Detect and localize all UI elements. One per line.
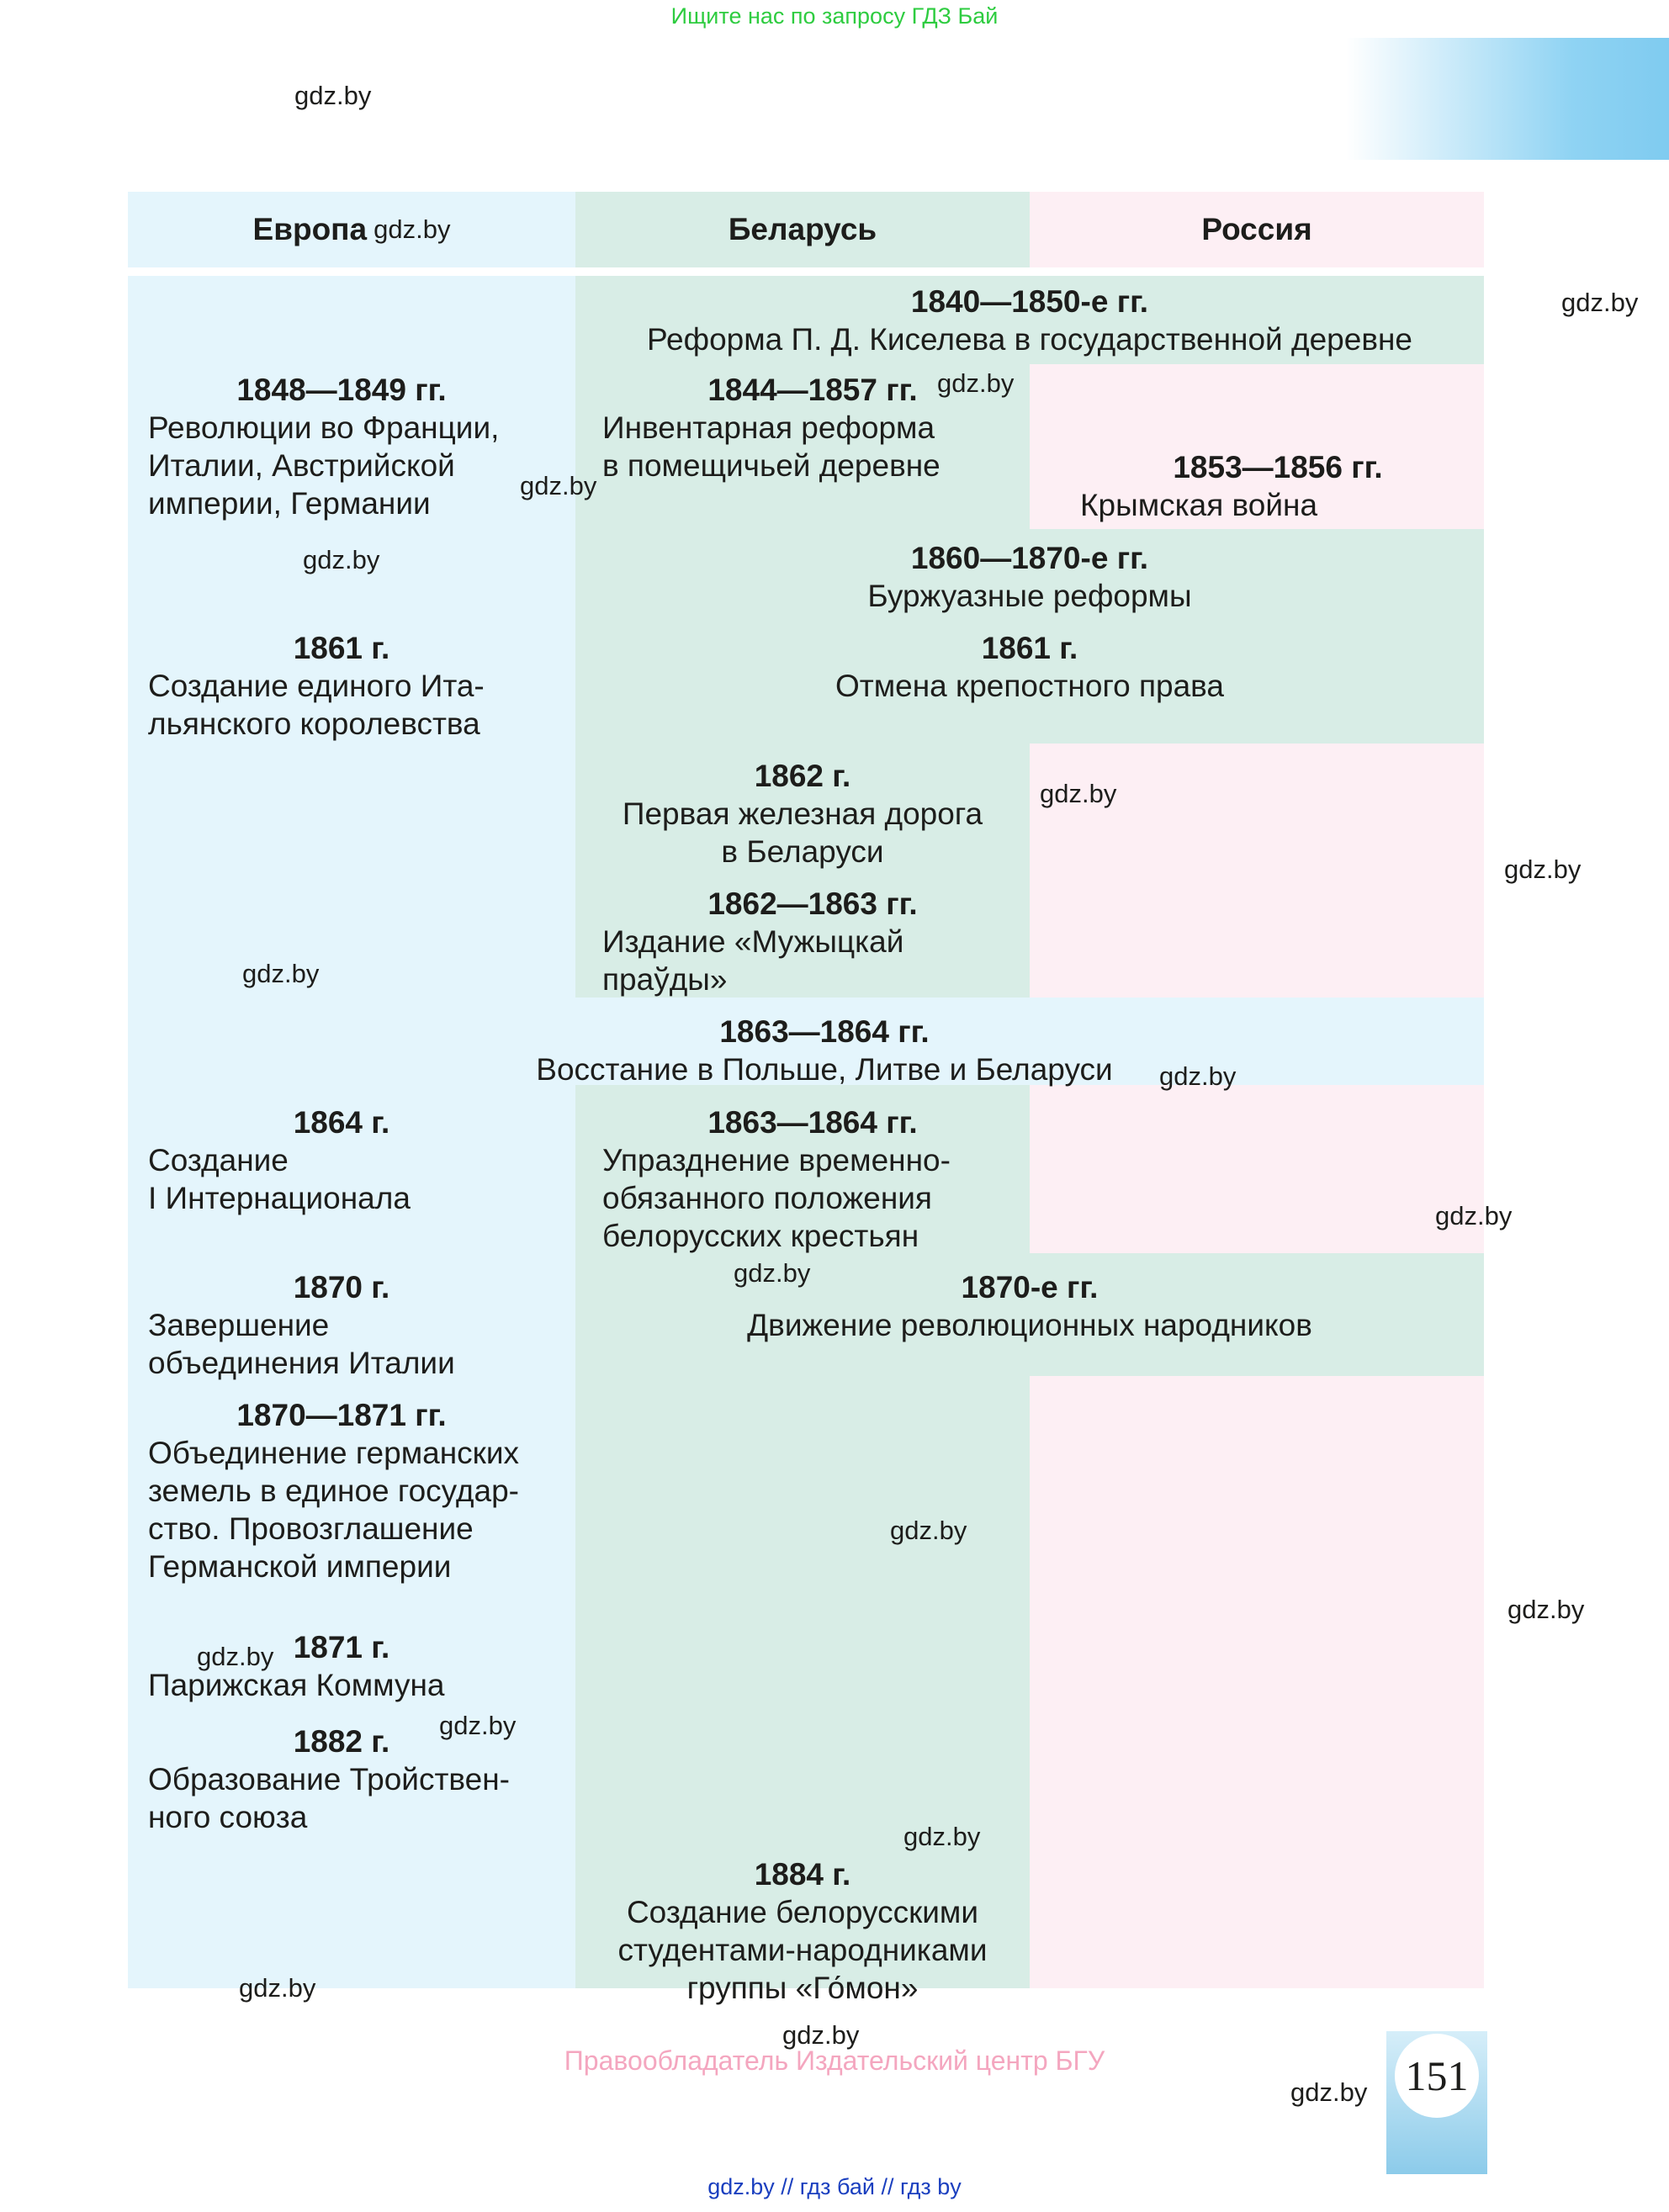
event-year: 1844—1857 гг. [707,373,918,407]
event-text: Образование Тройствен- ного союза [148,1762,510,1834]
russia-block-empty-2 [1030,1085,1484,1253]
event-year: 1870—1871 гг. [236,1398,447,1432]
event-text: Революции во Франции, Италии, Австрийской империи, Германии [148,410,500,521]
event-text: Реформа П. Д. Киселева в государственной деревне [647,322,1412,357]
event-text: Объединение германских земель в единое государ- ство. Провозглашение Германской империи [148,1436,520,1584]
event-text: Движение революционных народников [747,1308,1312,1342]
watermark: gdz.by [1561,288,1639,317]
watermark: gdz.by [937,368,1015,398]
watermark: gdz.by [1504,855,1582,884]
copyright-owner: Правообладатель Издательский центр БГУ [564,2045,1105,2076]
event-muzhytskaya [602,885,1023,998]
header-europe-label: Европа [252,212,368,246]
event-abolition [602,1103,1023,1255]
watermark: gdz.by [1435,1201,1513,1230]
event-year: 1861 г. [981,631,1078,665]
event-text: Буржуазные реформы [867,579,1192,613]
watermark: gdz.by [303,545,380,574]
event-text: Восстание в Польше, Литве и Беларуси [536,1052,1113,1087]
watermark: gdz.by [903,1822,981,1851]
event-serfdom [575,629,1484,705]
event-bourgeois [575,539,1484,615]
event-text: Завершение объединения Италии [148,1308,455,1380]
event-german-empire [148,1396,569,1585]
event-year: 1870 г. [293,1270,390,1304]
watermark: gdz.by [197,1642,274,1671]
watermark: gdz.by [520,471,597,500]
event-year: 1863—1864 гг. [707,1105,918,1140]
watermark: gdz.by [1159,1061,1237,1091]
event-text: Отмена крепостного права [835,669,1224,703]
event-text: Крымская война [1080,488,1318,522]
event-kiselev [575,283,1484,358]
event-year: 1862—1863 гг. [707,886,918,921]
event-year: 1882 г. [293,1724,390,1759]
watermark: gdz.by [1507,1595,1585,1624]
footer-links: gdz.by // гдз бай // гдз by [707,2174,962,2199]
event-international [148,1103,569,1217]
event-text: Создание белорусскими студентами-народниками группы «Го́мон» [617,1895,988,2005]
header-russia: Россия [1201,212,1312,246]
corner-gradient-decoration [1346,38,1669,160]
header-europe [128,192,575,267]
event-text: Первая железная дорога в Беларуси [622,796,983,869]
event-railway [575,757,1030,871]
event-text: Создание единого Ита- льянского королевства [148,669,485,741]
watermark: gdz.by [242,959,320,988]
event-year: 1864 г. [293,1105,390,1140]
top-search-note: Ищите нас по запросу ГДЗ Бай [670,3,999,29]
event-text: Упразднение временно- обязанного положения белорусских крестьян [602,1143,951,1253]
watermark: gdz.by [239,1973,316,2003]
event-text: Создание I Интернационала [148,1143,411,1215]
event-year: 1860—1870-е гг. [910,541,1149,575]
event-text: Парижская Коммуна [148,1668,445,1702]
event-year: 1853—1856 гг. [1173,450,1383,484]
page-number: 151 [1395,2034,1479,2118]
watermark: gdz.by [890,1516,967,1545]
watermark: gdz.by [374,214,451,244]
event-text: Издание «Мужыцкай праўды» [602,924,904,997]
event-revolutions [148,371,569,522]
watermark: gdz.by [439,1711,517,1740]
event-year: 1848—1849 гг. [236,373,447,407]
event-year: 1840—1850-е гг. [910,284,1149,319]
event-gomon [575,1855,1030,2007]
event-year: 1862 г. [754,759,851,793]
event-narodniks [575,1268,1484,1344]
event-year: 1871 г. [293,1630,390,1664]
event-italy-unification [148,1268,569,1382]
russia-block-empty-3 [1030,1376,1484,1988]
header-belarus: Беларусь [728,212,877,246]
event-text: Инвентарная реформа в помещичьей деревне [602,410,940,483]
event-crimean [1080,448,1476,524]
event-year: 1884 г. [754,1857,851,1892]
event-uprising [471,1013,1178,1088]
event-italy-kingdom [148,629,569,743]
watermark: gdz.by [294,81,372,110]
watermark: gdz.by [782,2020,860,2050]
event-year: 1870-е гг. [961,1270,1099,1304]
watermark: gdz.by [1290,2077,1368,2107]
watermark: gdz.by [734,1258,811,1288]
watermark: gdz.by [1040,779,1117,808]
event-year: 1861 г. [293,631,390,665]
event-year: 1863—1864 гг. [719,1014,930,1049]
